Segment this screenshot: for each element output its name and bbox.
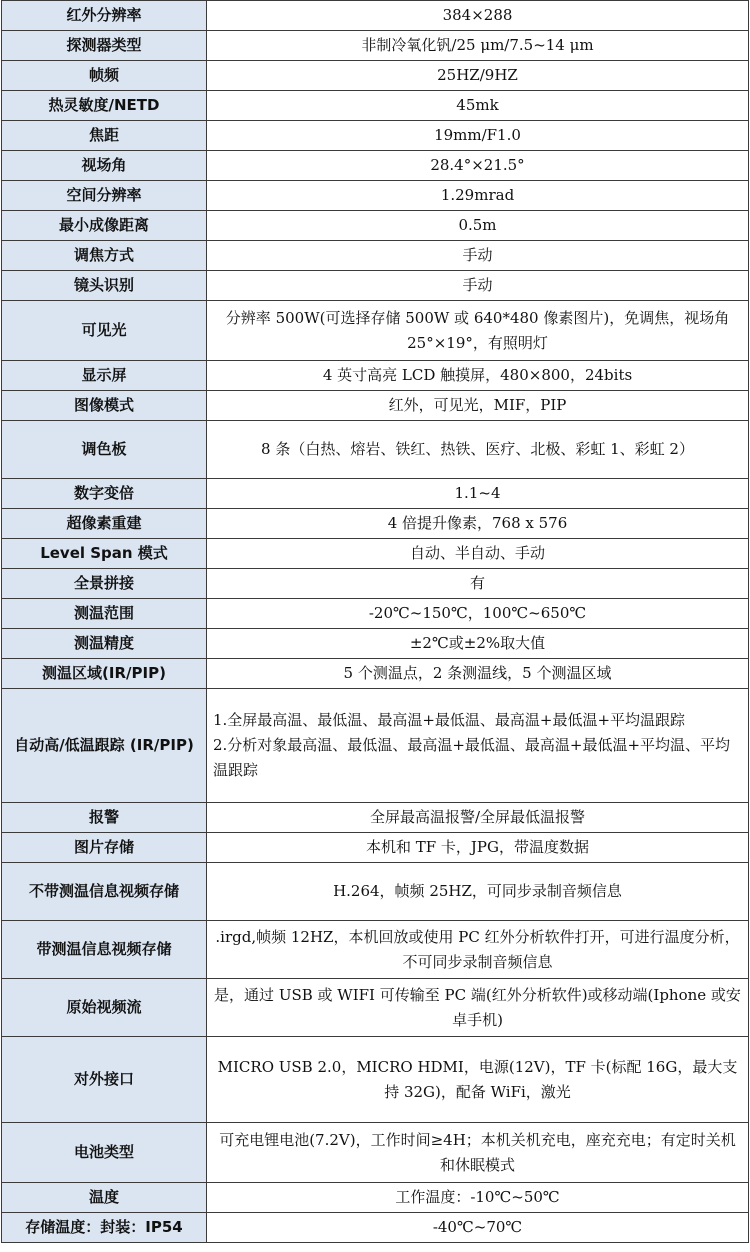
spec-value: -40℃~70℃	[207, 1213, 749, 1243]
spec-value: 本机和 TF 卡，JPG，带温度数据	[207, 833, 749, 863]
spec-value: 全屏最高温报警/全屏最低温报警	[207, 803, 749, 833]
spec-value: 手动	[207, 241, 749, 271]
spec-row-temp-accuracy	[2, 629, 749, 659]
spec-label: 数字变倍	[2, 479, 207, 509]
spec-row-netd	[2, 91, 749, 121]
spec-row-detector-type	[2, 31, 749, 61]
spec-value: 5 个测温点，2 条测温线，5 个测温区域	[207, 659, 749, 689]
spec-label: Level Span 模式	[2, 539, 207, 569]
spec-label: 测温范围	[2, 599, 207, 629]
spec-row-temp-region	[2, 659, 749, 689]
spec-label: 原始视频流	[2, 979, 207, 1037]
spec-value: 0.5m	[207, 211, 749, 241]
spec-row-alarm	[2, 803, 749, 833]
spec-row-ir-resolution	[2, 1, 749, 31]
spec-value: 1.29mrad	[207, 181, 749, 211]
spec-row-digital-zoom	[2, 479, 749, 509]
spec-label: 调焦方式	[2, 241, 207, 271]
spec-row-level-span	[2, 539, 749, 569]
spec-value: 19mm/F1.0	[207, 121, 749, 151]
spec-row-temperature	[2, 1183, 749, 1213]
spec-value: 工作温度：-10℃~50℃	[207, 1183, 749, 1213]
spec-label: 调色板	[2, 421, 207, 479]
spec-label: 超像素重建	[2, 509, 207, 539]
spec-label: 温度	[2, 1183, 207, 1213]
spec-label: 图像模式	[2, 391, 207, 421]
spec-row-auto-tracking	[2, 689, 749, 803]
spec-row-temp-range	[2, 599, 749, 629]
spec-row-frame-rate	[2, 61, 749, 91]
spec-row-panorama	[2, 569, 749, 599]
spec-label: 焦距	[2, 121, 207, 151]
spec-value-line: 1.全屏最高温、最低温、最高温+最低温、最高温+最低温+平均温跟踪	[213, 711, 686, 729]
spec-value: 4 英寸高亮 LCD 触摸屏，480×800，24bits	[207, 361, 749, 391]
spec-label: 帧频	[2, 61, 207, 91]
spec-label: 可见光	[2, 301, 207, 361]
spec-row-display	[2, 361, 749, 391]
spec-value: 有	[207, 569, 749, 599]
spec-label: 存储温度：封装：IP54	[2, 1213, 207, 1243]
spec-value	[207, 689, 749, 803]
spec-value: H.264，帧频 25HZ，可同步录制音频信息	[207, 863, 749, 921]
spec-value: 8 条（白热、熔岩、铁红、热铁、医疗、北极、彩虹 1、彩虹 2）	[207, 421, 749, 479]
spec-row-image-mode	[2, 391, 749, 421]
spec-row-field-of-view	[2, 151, 749, 181]
spec-row-raw-stream	[2, 979, 749, 1037]
spec-value: 是，通过 USB 或 WIFI 可传输至 PC 端(红外分析软件)或移动端(Iphone 或安卓手机)	[207, 979, 749, 1037]
spec-label: 最小成像距离	[2, 211, 207, 241]
spec-label: 测温区域(IR/PIP)	[2, 659, 207, 689]
spec-value: 1.1~4	[207, 479, 749, 509]
spec-label: 全景拼接	[2, 569, 207, 599]
spec-value: MICRO USB 2.0，MICRO HDMI，电源(12V)，TF 卡(标配 16G，最大支持 32G)，配备 WiFi，激光	[207, 1037, 749, 1123]
spec-value: 25HZ/9HZ	[207, 61, 749, 91]
spec-value: 红外，可见光，MIF，PIP	[207, 391, 749, 421]
spec-row-focus-mode	[2, 241, 749, 271]
spec-value: 非制冷氧化钒/25 μm/7.5~14 μm	[207, 31, 749, 61]
spec-label: 电池类型	[2, 1123, 207, 1183]
spec-label: 红外分辨率	[2, 1, 207, 31]
spec-value-line: 2.分析对象最高温、最低温、最高温+最低温、最高温+最低温+平均温、平均温跟踪	[213, 736, 731, 779]
spec-row-super-resolution	[2, 509, 749, 539]
spec-value: -20℃~150℃，100℃~650℃	[207, 599, 749, 629]
spec-row-interfaces	[2, 1037, 749, 1123]
spec-row-visible-light	[2, 301, 749, 361]
spec-label: 热灵敏度/NETD	[2, 91, 207, 121]
spec-label: 显示屏	[2, 361, 207, 391]
spec-label: 测温精度	[2, 629, 207, 659]
spec-row-storage-temp	[2, 1213, 749, 1243]
spec-value: 分辨率 500W(可选择存储 500W 或 640*480 像素图片)，免调焦，视场角 25°×19°，有照明灯	[207, 301, 749, 361]
spec-value: 自动、半自动、手动	[207, 539, 749, 569]
spec-label: 自动高/低温跟踪 (IR/PIP)	[2, 689, 207, 803]
spec-row-video-with-temp	[2, 921, 749, 979]
spec-table	[1, 0, 749, 1243]
spec-value: 可充电锂电池(7.2V)，工作时间≥4H；本机关机充电，座充充电；有定时关机和休眠模式	[207, 1123, 749, 1183]
spec-label: 图片存储	[2, 833, 207, 863]
spec-row-lens-id	[2, 271, 749, 301]
spec-value: 45mk	[207, 91, 749, 121]
spec-label: 镜头识别	[2, 271, 207, 301]
spec-value: 384×288	[207, 1, 749, 31]
spec-row-spatial-resolution	[2, 181, 749, 211]
spec-label: 视场角	[2, 151, 207, 181]
spec-row-battery	[2, 1123, 749, 1183]
spec-row-palette	[2, 421, 749, 479]
spec-row-image-storage	[2, 833, 749, 863]
spec-value: ±2℃或±2%取大值	[207, 629, 749, 659]
spec-value: 28.4°×21.5°	[207, 151, 749, 181]
spec-value: 手动	[207, 271, 749, 301]
spec-label: 探测器类型	[2, 31, 207, 61]
spec-value: 4 倍提升像素，768 x 576	[207, 509, 749, 539]
spec-value: .irgd,帧频 12HZ，本机回放或使用 PC 红外分析软件打开，可进行温度分析，不可同步录制音频信息	[207, 921, 749, 979]
spec-label: 带测温信息视频存储	[2, 921, 207, 979]
spec-label: 对外接口	[2, 1037, 207, 1123]
spec-row-focal-length	[2, 121, 749, 151]
spec-row-min-distance	[2, 211, 749, 241]
spec-label: 空间分辨率	[2, 181, 207, 211]
spec-label: 不带测温信息视频存储	[2, 863, 207, 921]
spec-row-video-no-temp	[2, 863, 749, 921]
spec-label: 报警	[2, 803, 207, 833]
